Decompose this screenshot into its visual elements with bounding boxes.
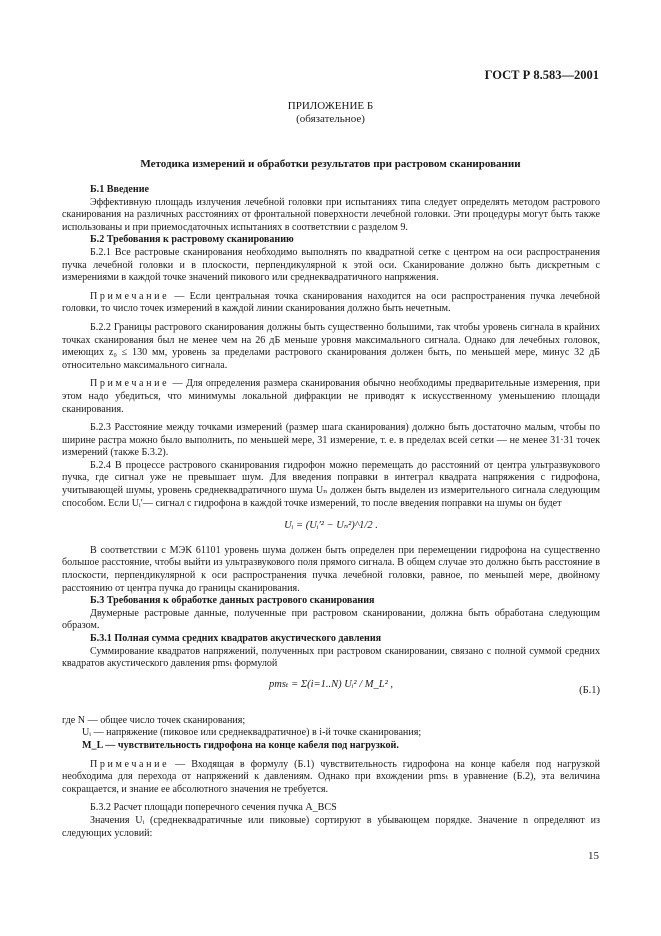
paragraph: Двумерные растровые данные, полученные при растровом сканировании, должна быть обработана следующим образом.	[62, 607, 600, 632]
subsection-heading: Б.3.1 Полная сумма средних квадратов акустического давления	[90, 633, 382, 644]
note	[62, 759, 600, 797]
section-heading-b1: Б.1 Введение	[90, 184, 149, 195]
paragraph: Суммирование квадратов напряжений, полученных при растровом сканировании, связано с полной суммой средних квадратов акустического давления pmsₜ формулой	[62, 645, 600, 670]
section-heading-b3: Б.3 Требования к обработке данных растрового сканирования	[90, 595, 375, 607]
appendix-title: ПРИЛОЖЕНИЕ Б	[287, 100, 374, 112]
formula-b1-expression: pmsₜ = Σ(i=1..N) Uᵢ² / M_L² ,	[268, 678, 393, 690]
page-number: 15	[588, 850, 599, 862]
formula-b1	[62, 679, 600, 705]
note-label: Примечание	[90, 290, 170, 302]
paragraph: Б.2.2 Границы растрового сканирования должны быть существенно большими, так чтобы уровень сигнала в крайних точках сканирования был не менее чем на 26 дБ меньше уровня максимального сигнала. Однако для лечебных головок, имеющих z₀ ≤ 130 мм, уровень за пределами растрового сканирования должен быть, по меньшей мере, минус 32 дБ относительно максимального сигнала.	[62, 321, 600, 371]
note	[62, 291, 600, 316]
paragraph: Б.3.2 Расчет площади поперечного сечения пучка A_BCS	[90, 802, 337, 814]
note-text: — Если центральная точка сканирования находится на оси распространения пучка лечебной головки, то число точек измерений в каждой линии сканирования должно быть нечетным.	[62, 290, 600, 315]
note	[62, 378, 600, 416]
standard-code: ГОСТ Р 8.583—2001	[484, 68, 599, 82]
document-title: Методика измерений и обработки результатов при растровом сканировании	[140, 158, 521, 170]
paragraph: Б.2.4 В процессе растрового сканирования гидрофон можно перемещать до расстояний от центра ультразвукового пучка, где сигнал уже не превышает шум. Для введения поправки в интеграл квадрата напряжения с гидрофона, учитывающей шумы, уровень среднеквадратичного шума Uₙ должен быть выделен из измерительного сигнала следующим способом. Если Uᵢ′— сигнал с гидрофона в каждой точке измерений, то после введения поправки на шумы он будет	[62, 459, 600, 509]
definition: где N — общее число точек сканирования;	[62, 714, 246, 726]
paragraph: В соответствии с МЭК 61101 уровень шума должен быть определен при перемещении гидрофона на существенно большое расстояние, чтобы выйти из ультразвукового поля прямого сигнала. В общем случае это должно быть расстояние в плоскости, перпендикулярной к оси распространения пучка лечебной головки, равное, по меньшей мере, двойному расстоянию от центра пучка до границы сканирования.	[62, 544, 600, 594]
paragraph: Эффективную площадь излучения лечебной головки при испытаниях типа следует определять методом растрового сканирования на различных расстояниях от фронтальной поверхности лечебной головки. Эти процедуры могут быть также использованы и при приемосдаточных испытаниях в соответствии с разделом 9.	[62, 196, 600, 233]
definition: Uᵢ — напряжение (пиковое или среднеквадратичное) в i-й точке сканирования;	[82, 727, 422, 739]
note-text: — Входящая в формулу (Б.1) чувствительность гидрофона на конце кабеля под нагрузкой необходима для перехода от напряжений к давлениям. Однако при вхождении pmsₜ в уравнение (Б.2), эта величина сокращается, и знание ее абсолютного значения не требуется.	[62, 758, 600, 795]
note-label: Примечание	[90, 758, 170, 770]
formula-number: (Б.1)	[579, 684, 600, 696]
appendix-subtitle: (обязательное)	[296, 113, 365, 125]
paragraph: Б.2.3 Расстояние между точками измерений (размер шага сканирования) должно быть достаточно малым, чтобы по ширине растра можно было выполнить, по меньшей мере, 31 измерение, т. е. в пределах всей сетки — не менее 31·31 точек измерений (также Б.3.2).	[62, 422, 600, 459]
document-body	[62, 184, 600, 840]
note-text: — Для определения размера сканирования обычно необходимы предварительные измерения, при этом надо убедиться, что минимумы локальной дифракции не приводят к искусственному уменьшению площади сканирования.	[62, 378, 600, 415]
formula-noise-correction: Uᵢ = (Uᵢ′² − Uₙ²)^1/2 .	[284, 520, 378, 532]
note-label: Примечание	[90, 378, 170, 390]
paragraph: Значения Uᵢ (среднеквадратичные или пиковые) сортируют в убывающем порядке. Значение n определяют из следующих условий:	[62, 814, 600, 839]
definition: M_L — чувствительность гидрофона на конце кабеля под нагрузкой.	[82, 739, 399, 751]
paragraph: Б.2.1 Все растровые сканирования необходимо выполнять по квадратной сетке с центром на оси распространения пучка лечебной головки и в плоскости, перпендикулярной к этой оси. Сканирование должно быть дискретным с измерениями в каждой точке значений пикового или среднеквадратичного напряжения.	[62, 246, 600, 284]
section-heading-b2: Б.2 Требования к растровому сканированию	[90, 234, 294, 246]
